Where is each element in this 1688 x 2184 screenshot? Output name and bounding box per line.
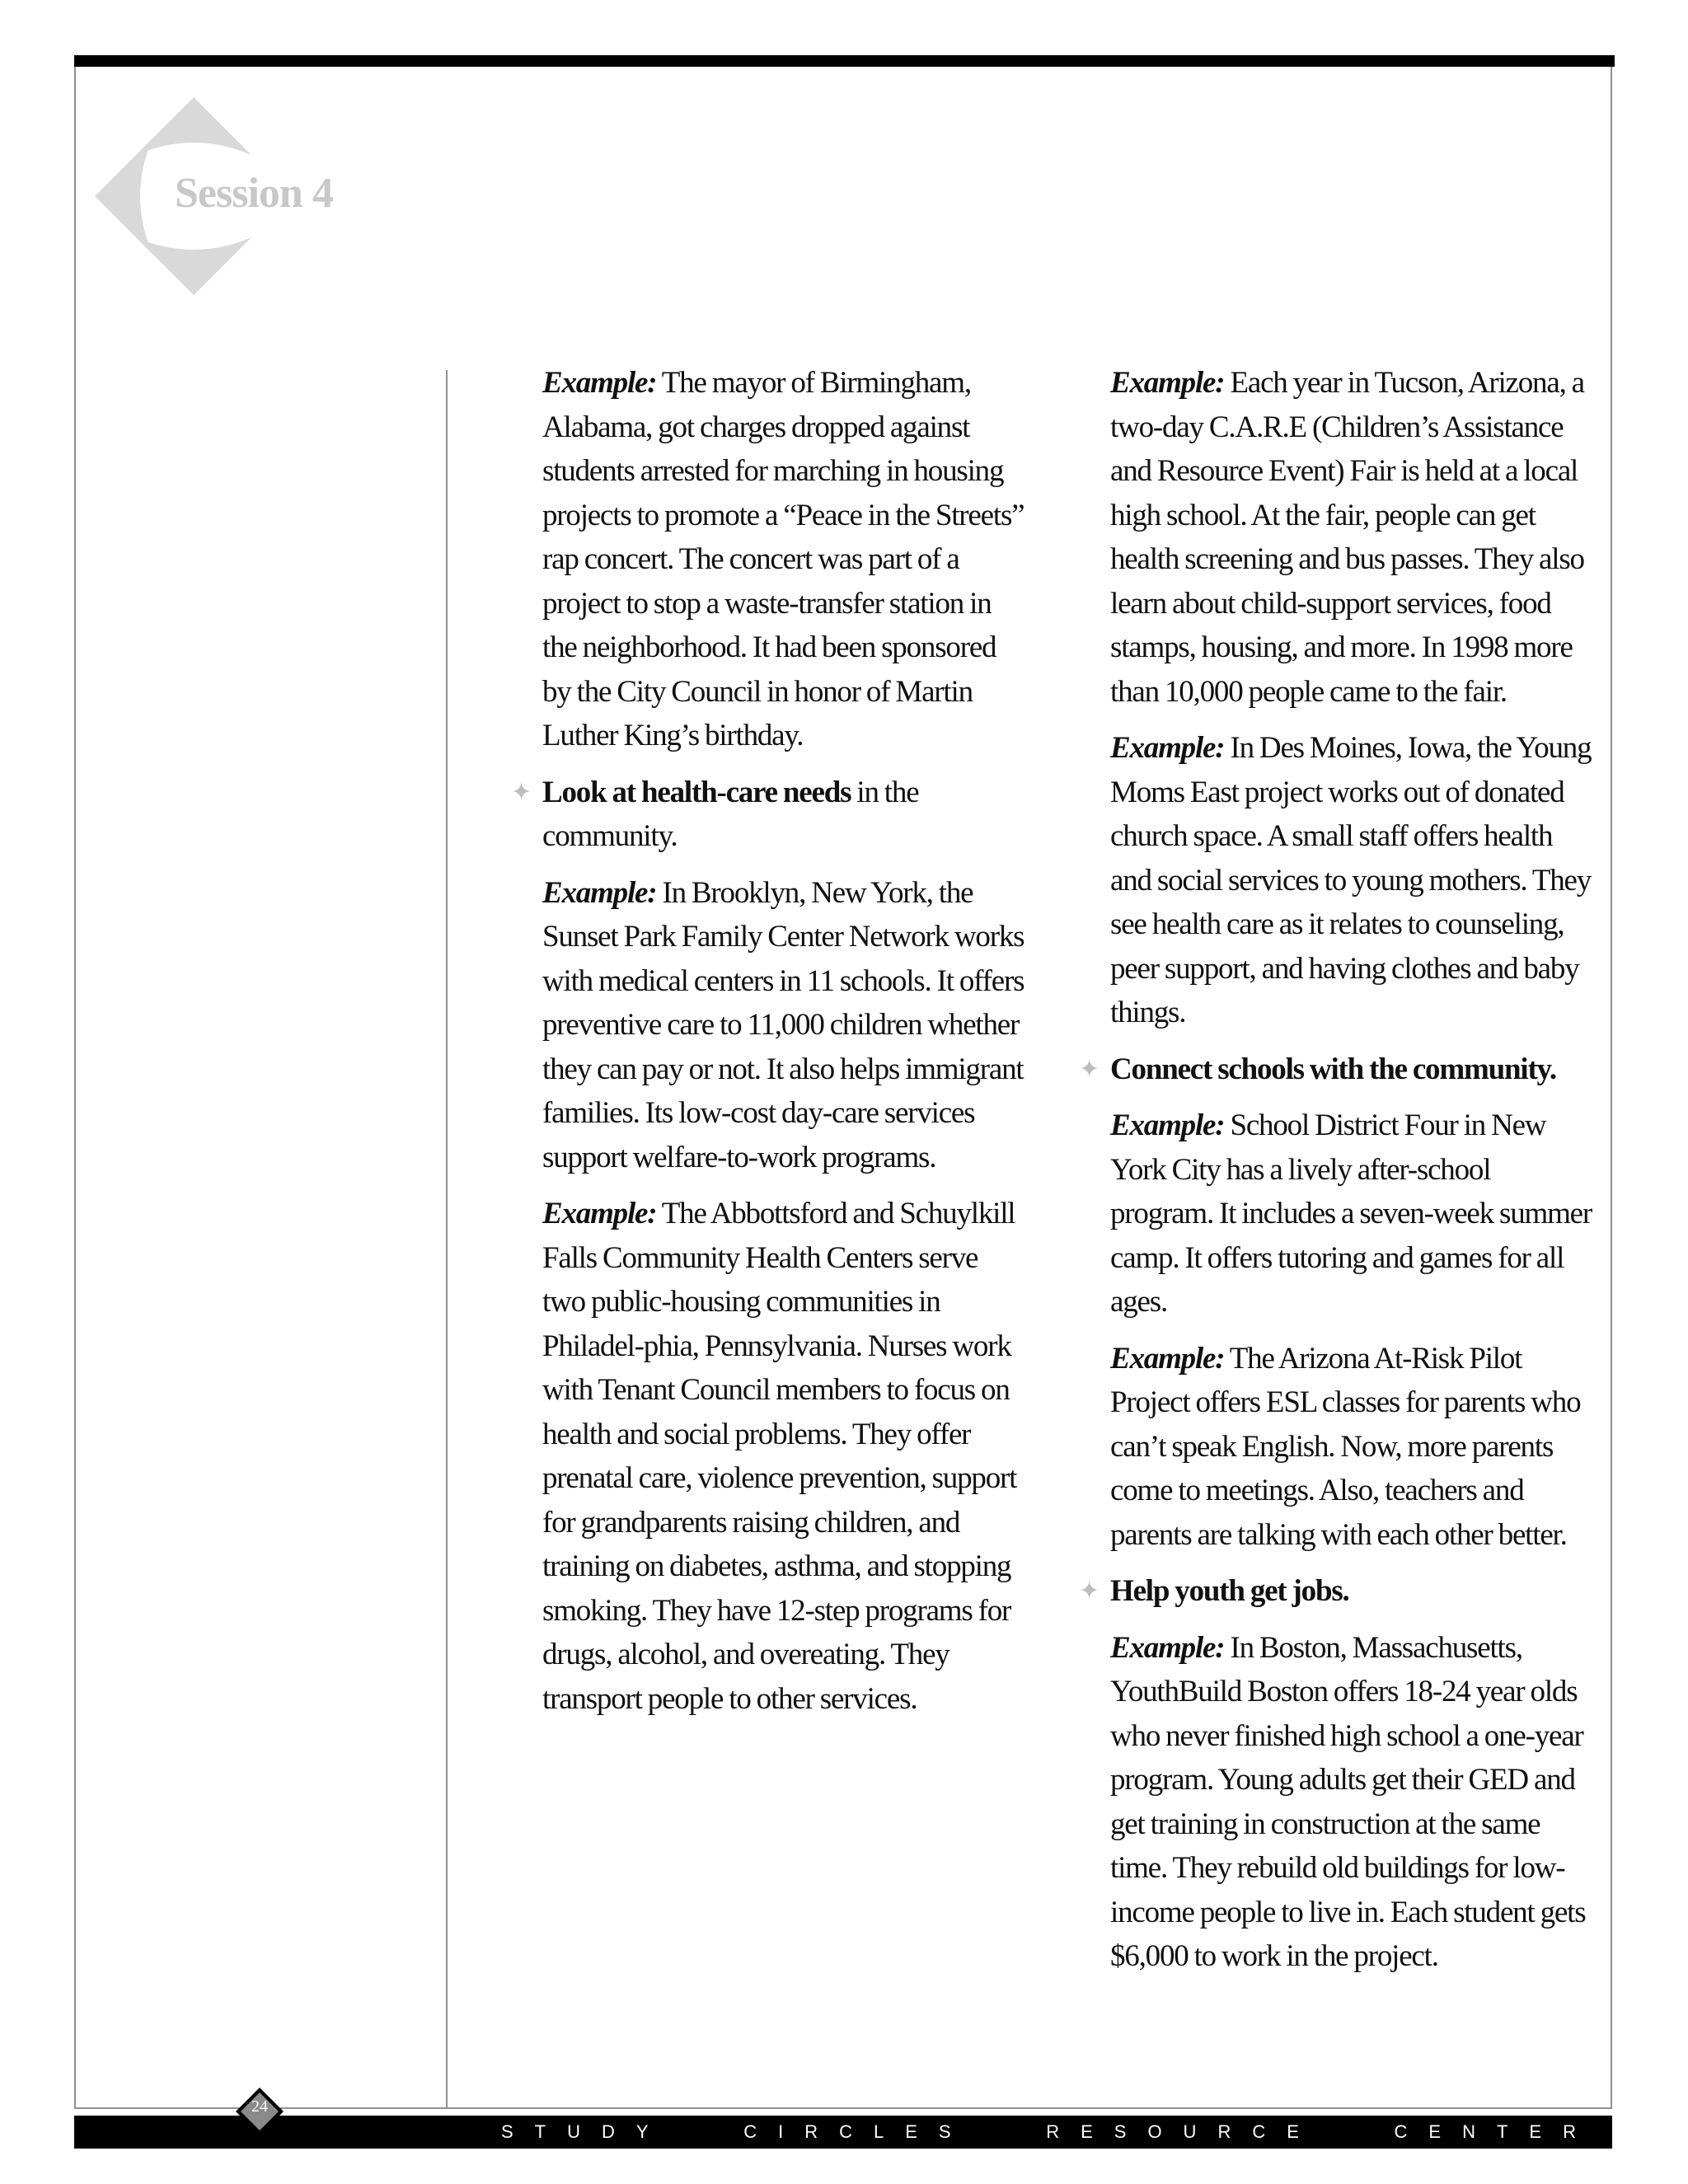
example-label: Example: [542,366,657,400]
example-label: Example: [1110,1630,1225,1665]
footer-word: STUDY [501,2121,670,2142]
example-text: In Brooklyn, New York, the Sunset Park Family Center Network works with medical centers in 11 schools. It offers preventive care to 11,000 children whether they can pay or not. It also helps immigrant families. Its low-cost day-care services support welfare-to-work programs. [542,875,1025,1174]
footer-word: CIRCLES [743,2121,973,2142]
example-text: The Arizona At-Risk Pilot Project offers ESL classes for parents who can’t speak English. Now, more parents come to meetings. Also, teachers and parents are talking with each other better. [1110,1341,1581,1552]
example-paragraph [1110,1337,1592,1558]
bullet-item [1079,1569,1592,1614]
example-text: The mayor of Birmingham, Alabama, got charges dropped against students arrested for marching in housing projects to promote a “Peace in the Streets” rap concert. The concert was part of a project to stop a waste-transfer station in the neighborhood. It had been sponsored by the City Council in honor of Martin Luther King’s birthday. [542,366,1025,752]
top-rule [74,55,1615,67]
example-paragraph [1110,1104,1592,1324]
example-label: Example: [542,875,657,910]
bullet-item [511,771,1025,859]
diamond-bullet-icon: ✦ [1079,1577,1099,1605]
example-text: In Boston, Massachusetts, YouthBuild Boston offers 18-24 year olds who never finished high school a one-year program. Young adults get their GED and get training in construction at the same time. They rebuild old buildings for low-income people to live in. Each student gets $6,000 to work in the project. [1110,1630,1586,1973]
example-paragraph [1110,726,1592,1035]
example-paragraph [1110,1626,1592,1979]
margin-rule [446,370,448,2107]
example-label: Example: [1110,1341,1225,1376]
bullet-item [1079,1047,1592,1092]
example-label: Example: [542,1197,657,1230]
right-column [1079,361,1592,1991]
bullet-text: in the community. [542,775,919,853]
page-number: 24 [251,2097,268,2116]
example-text: Each year in Tucson, Arizona, a two-day C.A.R.E (Children’s Assistance and Resource Event) Fair is held at a local high school. At the fair, people can get health screening and bus passes. They also learn about child-support services, food stamps, housing, and more. In 1998 more than 10,000 people came to the fair. [1110,366,1584,709]
bullet-heading: Look at health-care needs [542,775,851,809]
example-paragraph [542,1192,1025,1721]
footer-organization [501,2117,1597,2147]
footer-word: RESOURCE [1046,2121,1320,2142]
bullet-heading: Help youth get jobs. [1110,1574,1349,1608]
diamond-bullet-icon: ✦ [1079,1055,1099,1083]
example-paragraph [542,361,1025,758]
example-label: Example: [1110,731,1225,765]
example-text: The Abbottsford and Schuylkill Falls Community Health Centers serve two public-housing communities in Philadel-phia, Pennsylvania. Nurses work with Tenant Council members to focus on health and social problems. They offer prenatal care, violence prevention, support for grandparents raising children, and training on diabetes, asthma, and stopping smoking. They have 12-step programs for drugs, alcohol, and overeating. They transport people to other services. [542,1197,1017,1716]
bullet-heading: Connect schools with the community. [1110,1052,1556,1086]
example-text: In Des Moines, Iowa, the Young Moms East project works out of donated church space. A small staff offers health and social services to young mothers. They see health care as it relates to counseling, peer support, and having clothes and baby things. [1110,731,1592,1029]
example-label: Example: [1110,366,1225,400]
example-paragraph [1110,361,1592,714]
left-column [511,361,1025,1733]
diamond-bullet-icon: ✦ [511,778,531,806]
example-label: Example: [1110,1108,1225,1142]
example-paragraph [542,871,1025,1180]
footer-word: CENTER [1394,2121,1597,2142]
example-text: School District Four in New York City has a lively after-school program. It includes a seven-week summer camp. It offers tutoring and games for all ages. [1110,1108,1592,1319]
session-heading: Session 4 [175,170,333,217]
